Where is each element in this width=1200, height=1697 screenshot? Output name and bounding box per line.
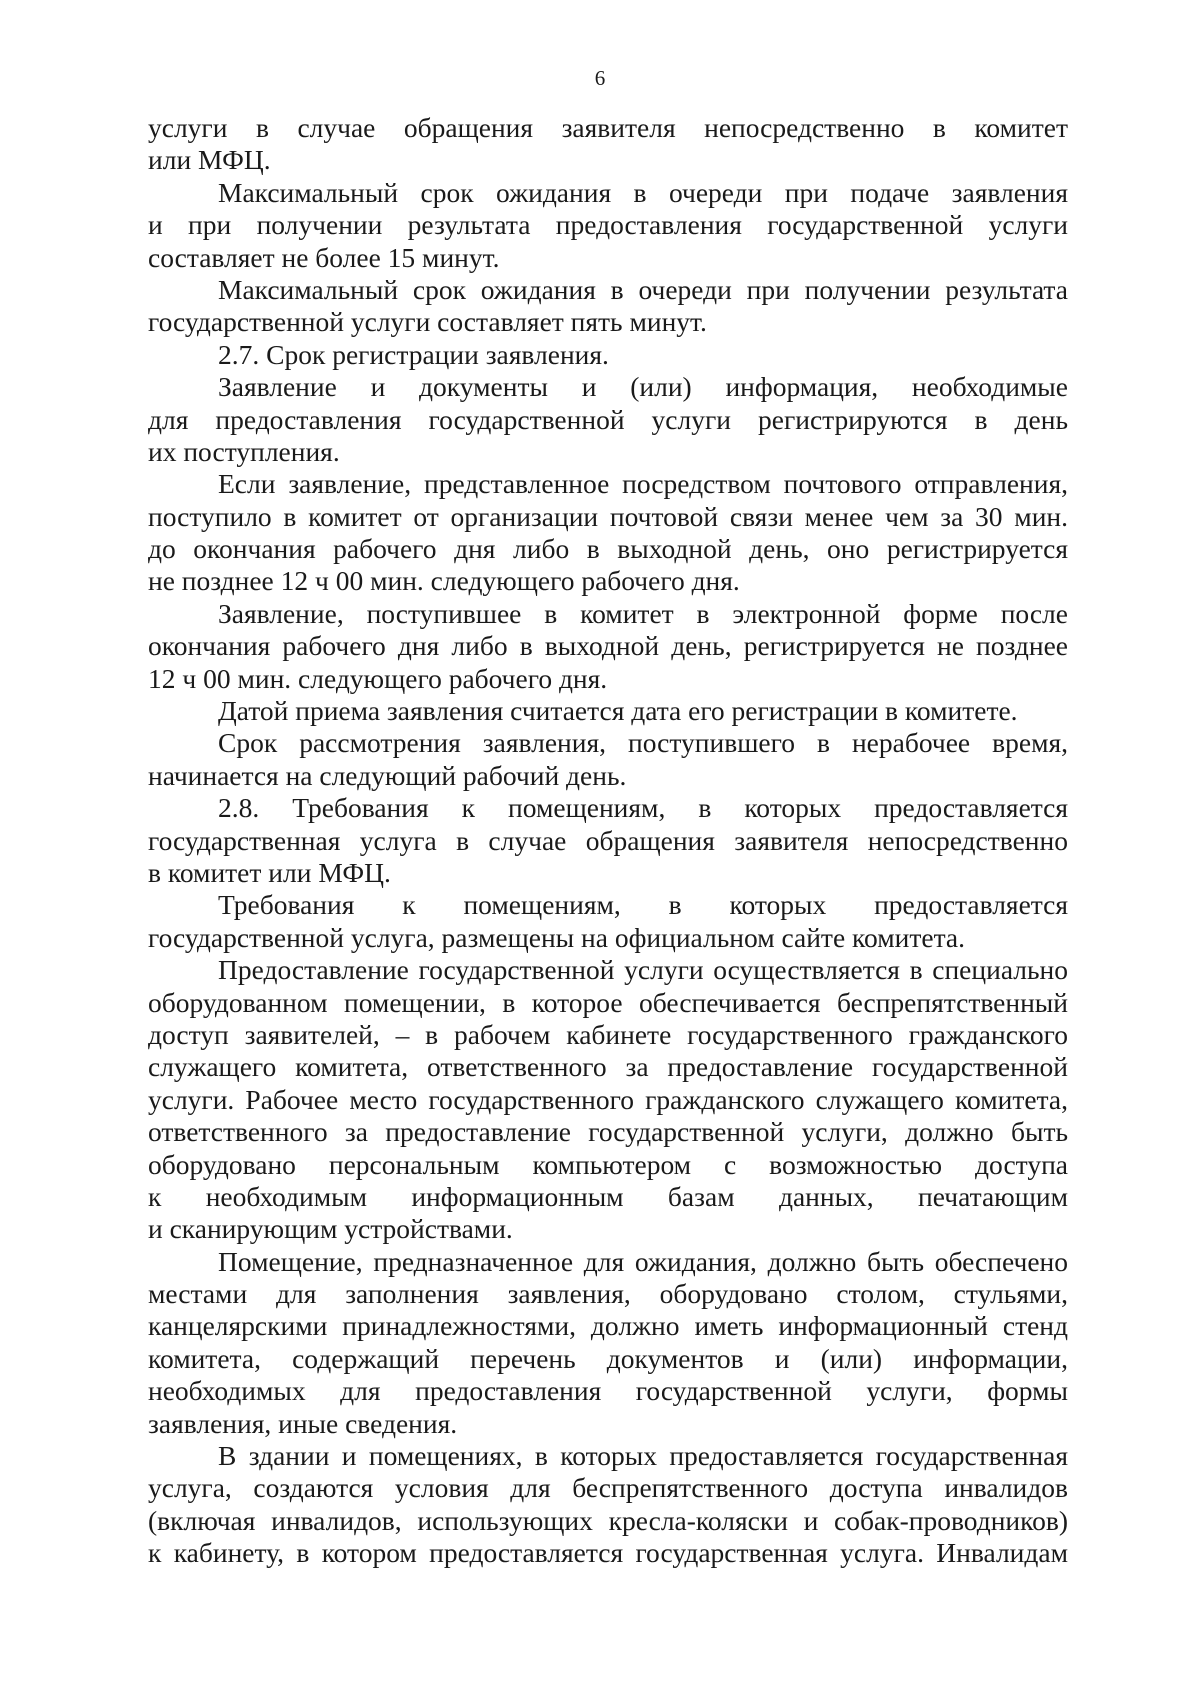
- text-line: доступ заявителей, – в рабочем кабинете государственного гражданского: [148, 1018, 1068, 1050]
- text-line: в комитет или МФЦ.: [148, 856, 391, 888]
- text-line: местами для заполнения заявления, оборудовано столом, стульями,: [148, 1278, 1068, 1310]
- text-line: услуги в случае обращения заявителя непосредственно в комитет: [148, 112, 1068, 143]
- text-line: услуга, создаются условия для беспрепятственного доступа инвалидов: [148, 1472, 1068, 1504]
- text-line: поступило в комитет от организации почтовой связи менее чем за 30 мин.: [148, 500, 1068, 532]
- text-line: 12 ч 00 мин. следующего рабочего дня.: [148, 662, 608, 694]
- text-line: оборудованном помещении, в которое обеспечивается беспрепятственный: [148, 986, 1068, 1018]
- document-body: [148, 112, 1068, 1570]
- text-line: канцелярскими принадлежностями, должно иметь информационный стенд: [148, 1310, 1068, 1342]
- text-line: 2.7. Срок регистрации заявления.: [218, 338, 609, 370]
- text-line: государственная услуга в случае обращения заявителя непосредственно: [148, 824, 1068, 856]
- text-line: Максимальный срок ожидания в очереди при подаче заявления: [218, 176, 1068, 208]
- text-line: заявления, иные сведения.: [148, 1407, 458, 1439]
- text-line: к кабинету, в котором предоставляется государственная услуга. Инвалидам: [148, 1537, 1068, 1569]
- text-line: необходимых для предоставления государственной услуги, формы: [148, 1375, 1068, 1407]
- text-line: государственной услуга, размещены на официальном сайте комитета.: [148, 921, 965, 953]
- text-line: и сканирующим устройствами.: [148, 1213, 513, 1245]
- text-line: Максимальный срок ожидания в очереди при получении результата: [218, 273, 1068, 305]
- text-line: (включая инвалидов, использующих кресла-коляски и собак-проводников): [148, 1504, 1068, 1536]
- text-line: Если заявление, представленное посредством почтового отправления,: [218, 468, 1068, 500]
- text-line: Датой приема заявления считается дата его регистрации в комитете.: [218, 695, 1018, 727]
- text-line: для предоставления государственной услуги регистрируются в день: [148, 403, 1068, 435]
- text-line: 2.8. Требования к помещениям, в которых предоставляется: [218, 792, 1068, 824]
- text-line: В здании и помещениях, в которых предоставляется государственная: [218, 1440, 1068, 1472]
- text-line: составляет не более 15 минут.: [148, 241, 500, 273]
- text-line: услуги. Рабочее место государственного гражданского служащего комитета,: [148, 1083, 1068, 1115]
- text-line: служащего комитета, ответственного за предоставление государственной: [148, 1051, 1068, 1083]
- text-line: государственной услуги составляет пять минут.: [148, 306, 707, 338]
- text-line: Срок рассмотрения заявления, поступившего в нерабочее время,: [218, 727, 1068, 759]
- text-line: и при получении результата предоставления государственной услуги: [148, 209, 1068, 241]
- text-line: или МФЦ.: [148, 144, 271, 176]
- text-line: к необходимым информационным базам данных, печатающим: [148, 1180, 1068, 1212]
- text-line: Заявление, поступившее в комитет в электронной форме после: [218, 597, 1068, 629]
- text-line: ответственного за предоставление государственной услуги, должно быть: [148, 1116, 1068, 1148]
- text-line: Предоставление государственной услуги осуществляется в специально: [218, 954, 1068, 986]
- text-line: их поступления.: [148, 435, 340, 467]
- text-line: Требования к помещениям, в которых предоставляется: [218, 889, 1068, 921]
- page-number: 6: [594, 66, 606, 90]
- text-line: не позднее 12 ч 00 мин. следующего рабочего дня.: [148, 565, 740, 597]
- text-line: комитета, содержащий перечень документов и (или) информации,: [148, 1342, 1068, 1374]
- text-line: окончания рабочего дня либо в выходной день, регистрируется не позднее: [148, 630, 1068, 662]
- text-line: до окончания рабочего дня либо в выходной день, оно регистрируется: [148, 533, 1068, 565]
- text-line: начинается на следующий рабочий день.: [148, 759, 627, 791]
- text-line: оборудовано персональным компьютером с возможностью доступа: [148, 1148, 1068, 1180]
- text-line: Заявление и документы и (или) информация, необходимые: [218, 371, 1068, 403]
- text-line: Помещение, предназначенное для ожидания, должно быть обеспечено: [218, 1245, 1068, 1277]
